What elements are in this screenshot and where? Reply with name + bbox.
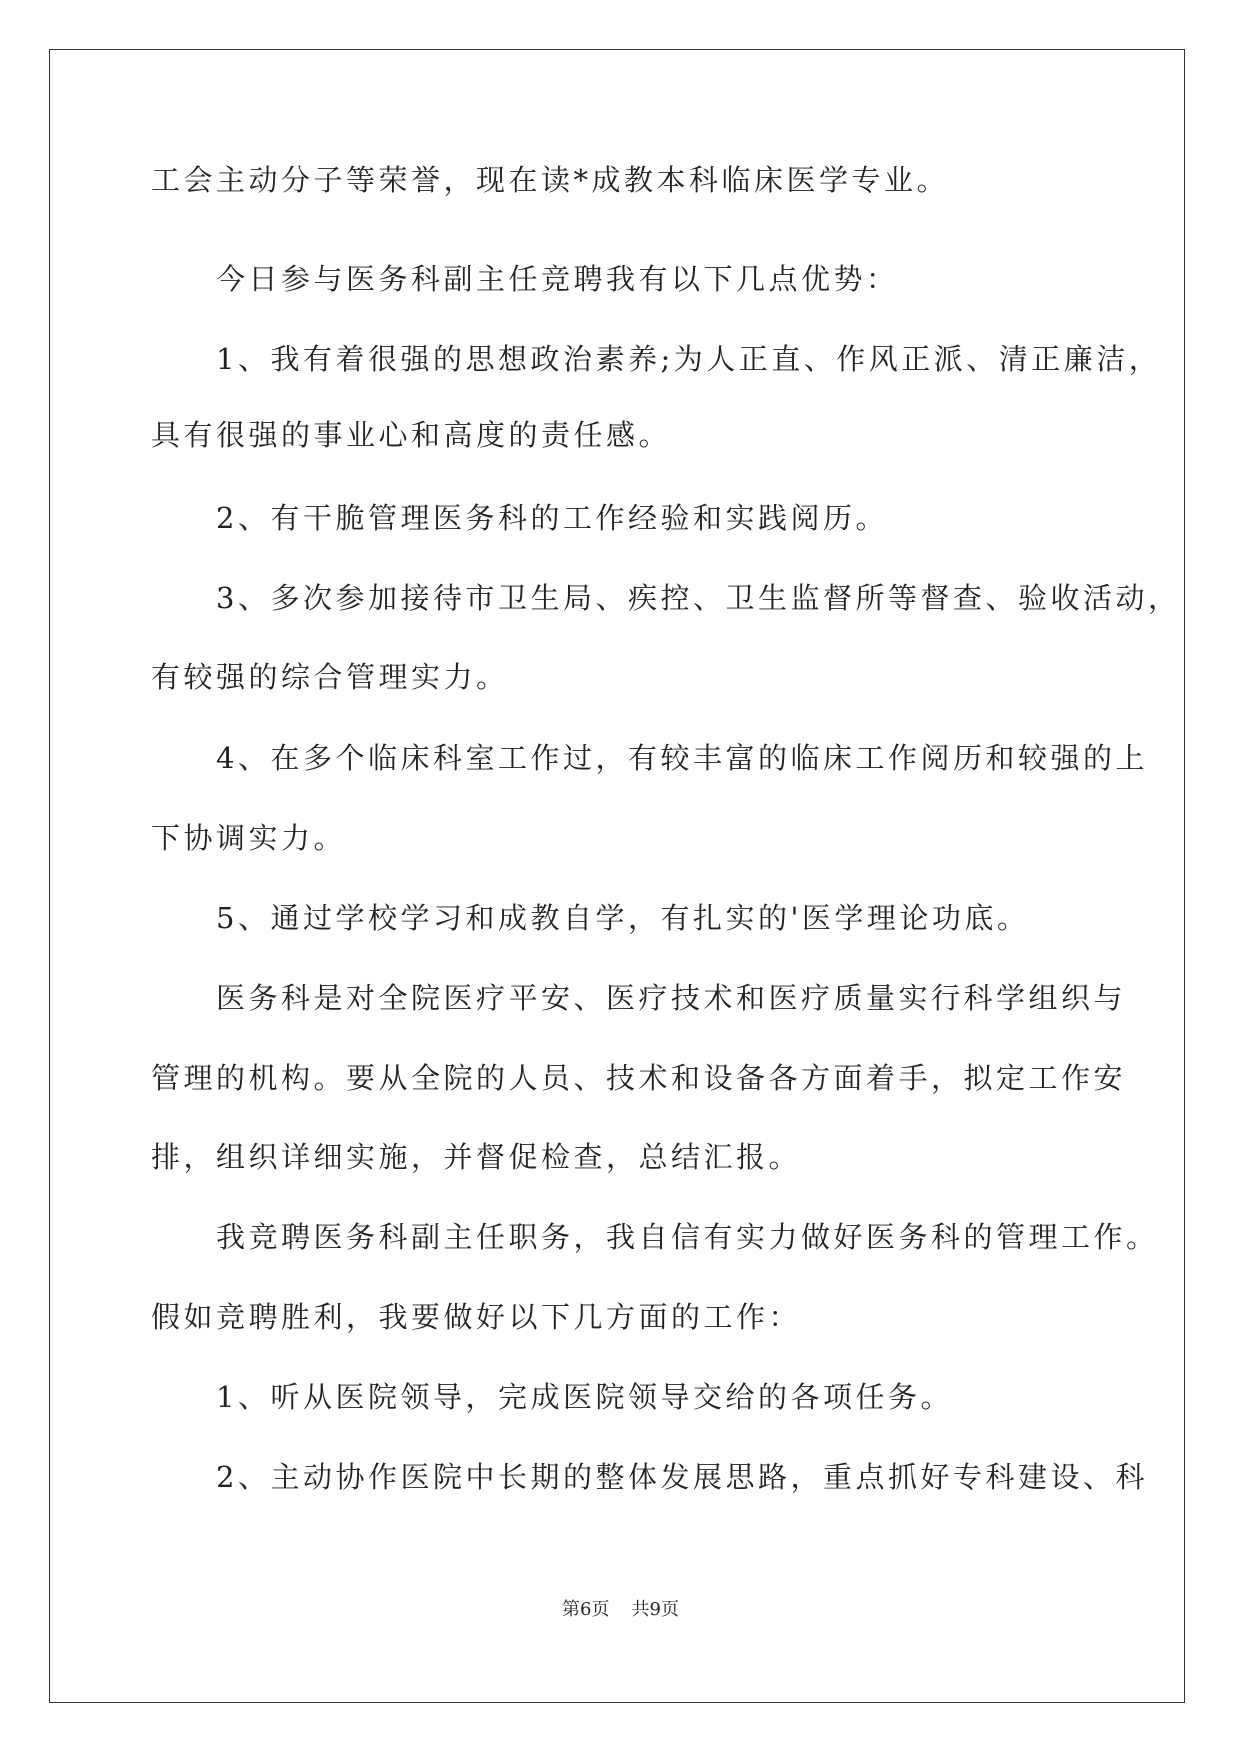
text-line: 假如竞聘胜利，我要做好以下几方面的工作： [151, 1300, 802, 1334]
text-line: 5、通过学校学习和成教自学，有扎实的'医学理论功底。 [151, 901, 1030, 935]
total-pages-label: 共9页 [631, 1599, 679, 1620]
text-line: 1、听从医院领导，完成医院领导交给的各项任务。 [151, 1380, 953, 1414]
text-line: 3、多次参加接待市卫生局、疾控、卫生监督所等督查、验收活动， [151, 581, 1181, 615]
text-line: 1、我有着很强的思想政治素养;为人正直、作风正派、清正廉洁， [151, 342, 1162, 376]
text-line: 具有很强的事业心和高度的责任感。 [151, 418, 672, 452]
text-line: 2、有干脆管理医务科的工作经验和实践阅历。 [151, 501, 888, 535]
text-line: 2、主动协作医院中长期的整体发展思路，重点抓好专科建设、科 [151, 1460, 1148, 1494]
text-line: 我竞聘医务科副主任职务，我自信有实力做好医务科的管理工作。 [151, 1220, 1159, 1254]
page-footer [0, 1598, 1241, 1622]
text-line: 4、在多个临床科室工作过，有较丰富的临床工作阅历和较强的上 [151, 741, 1148, 775]
text-line: 有较强的综合管理实力。 [151, 660, 509, 694]
text-line: 排，组织详细实施，并督促检查，总结汇报。 [151, 1140, 802, 1174]
text-line: 医务科是对全院医疗平安、医疗技术和医疗质量实行科学组织与 [151, 981, 1127, 1015]
current-page-label: 第6页 [562, 1599, 610, 1620]
text-line: 管理的机构。要从全院的人员、技术和设备各方面着手，拟定工作安 [151, 1061, 1127, 1095]
text-line: 今日参与医务科副主任竞聘我有以下几点优势： [151, 262, 899, 296]
text-line: 工会主动分子等荣誉，现在读*成教本科临床医学专业。 [151, 163, 950, 197]
text-line: 下协调实力。 [151, 821, 347, 855]
